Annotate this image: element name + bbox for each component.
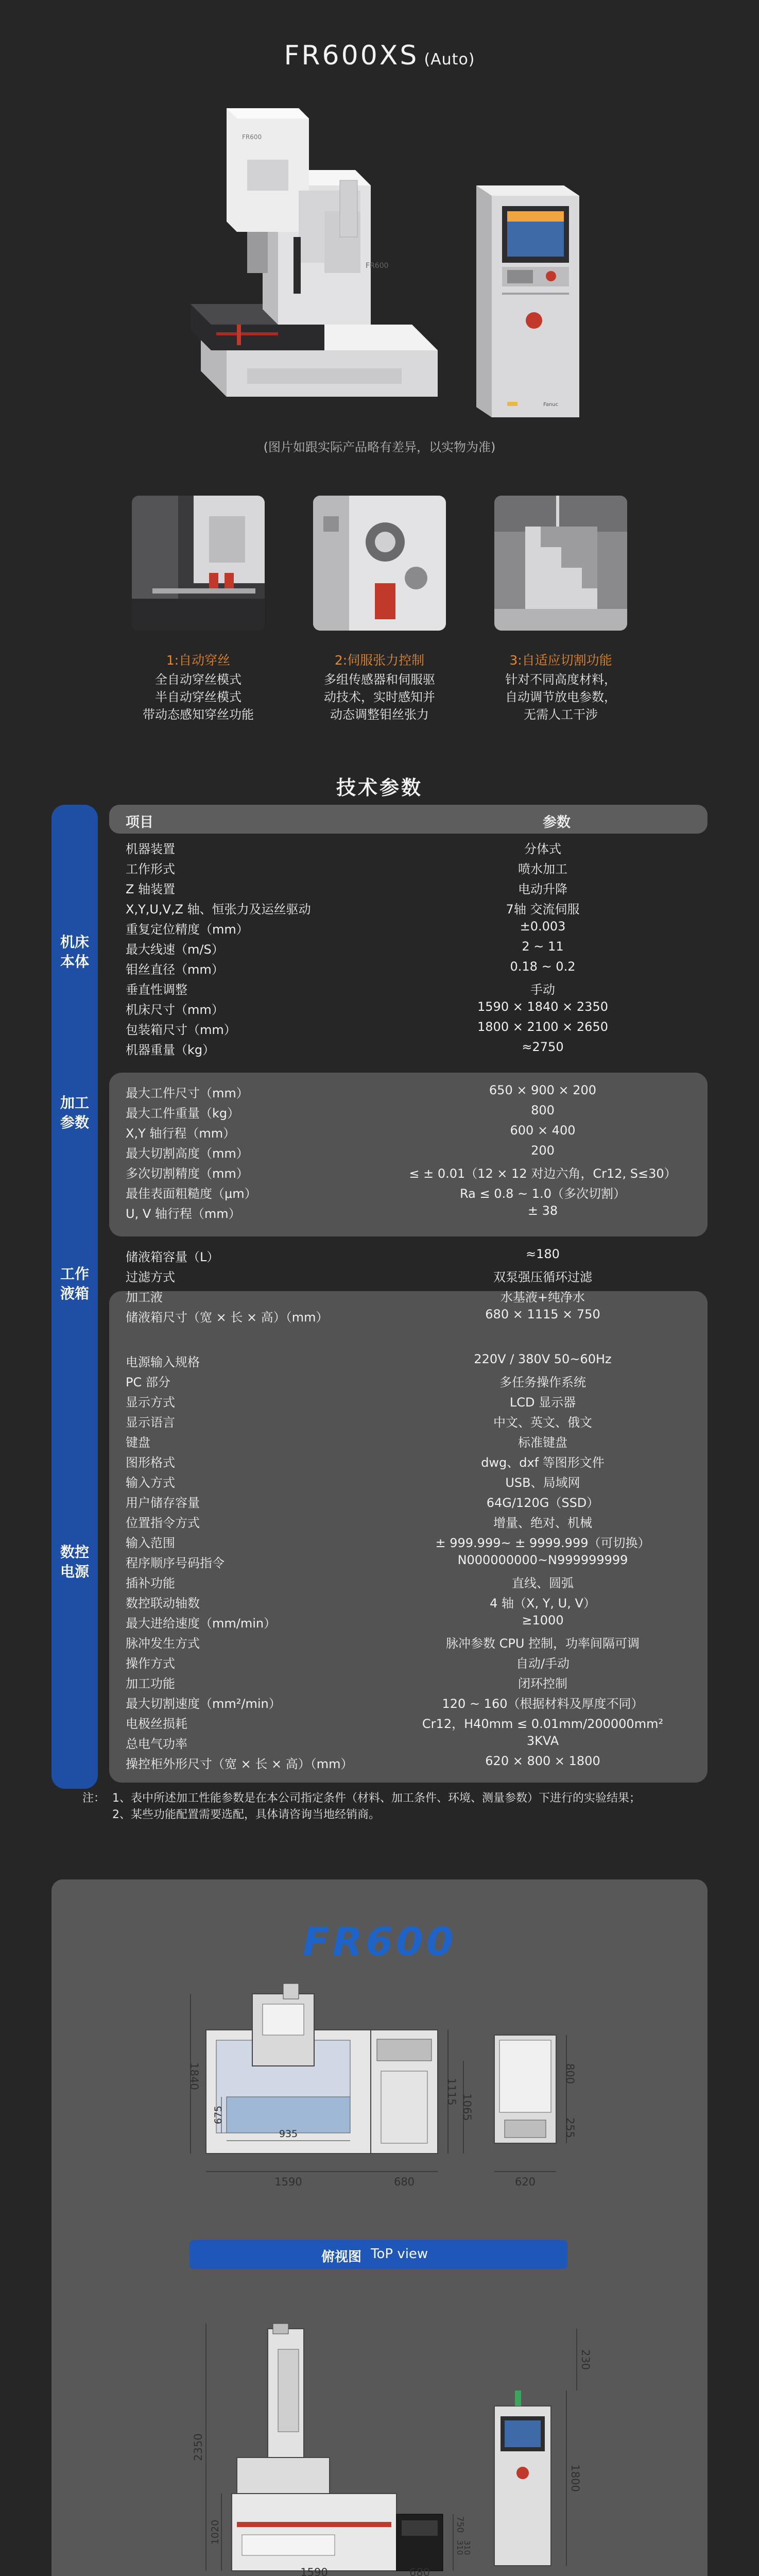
dim-front-tank-w: 680	[409, 2566, 430, 2576]
dim-top-cab-h: 800	[564, 2063, 576, 2084]
row-value: 分体式	[524, 842, 561, 856]
table-row	[126, 976, 702, 997]
row-value: ≥1000	[522, 1613, 564, 1628]
row-item: 储液箱容量（L）	[126, 1250, 219, 1264]
dim-front-lower-h: 1020	[210, 2519, 221, 2545]
feature-desc-1: 全自动穿丝模式 半自动穿丝模式 带动态感知穿丝功能	[143, 672, 254, 722]
row-value: ±0.003	[520, 919, 566, 934]
table-row	[126, 1284, 702, 1304]
row-value: 650 × 900 × 200	[489, 1083, 597, 1097]
machine-top-badge: FR600	[242, 133, 262, 141]
dim-top-tank-w: 680	[393, 2176, 415, 2188]
row-item: 用户储存容量	[126, 1496, 200, 1510]
dim-front-tank-small2: 310	[462, 2540, 472, 2555]
row-item: 插补功能	[126, 1576, 175, 1590]
feature-image-servo-tension	[313, 496, 446, 631]
dim-front-tank-small1: 310	[455, 2540, 464, 2555]
row-value: 0.18 ~ 0.2	[510, 959, 576, 974]
row-item: 最大工件重量（kg）	[126, 1106, 240, 1121]
row-value: 200	[531, 1143, 555, 1158]
row-value: 闭环控制	[518, 1676, 567, 1691]
row-item: 操控柜外形尺寸（宽 × 长 × 高）（mm）	[126, 1757, 353, 1771]
table-row	[126, 876, 702, 896]
row-value: Cr12，H40mm ≤ 0.01mm/200000mm²	[422, 1717, 664, 1731]
table-row	[126, 996, 702, 1017]
front-view-drawing	[175, 2318, 597, 2576]
row-value: 64G/120G（SSD）	[486, 1496, 599, 1510]
table-row	[126, 956, 702, 977]
machine-illustration	[170, 108, 489, 417]
footnote-prefix: 注：	[82, 1792, 106, 1805]
row-value: dwg、dxf 等图形文件	[481, 1455, 605, 1470]
dim-top-inner-w: 935	[279, 2128, 298, 2140]
table-row	[126, 1389, 702, 1410]
table-row	[126, 1710, 702, 1731]
row-value: ± 38	[527, 1204, 558, 1218]
dim-front-cab-total: 1800	[569, 2464, 581, 2492]
row-item: 输入方式	[126, 1476, 175, 1490]
row-item: 数控联动轴数	[126, 1596, 200, 1611]
table-row	[126, 1469, 702, 1490]
row-item: 工作形式	[126, 862, 175, 876]
row-item: 最大线速（m/S）	[126, 942, 224, 957]
table-row	[126, 856, 702, 876]
table-row	[126, 1449, 702, 1470]
control-cabinet-illustration	[476, 175, 579, 417]
row-item: 包装箱尺寸（mm）	[126, 1023, 236, 1037]
model-name: FR600XS	[284, 40, 419, 71]
table-row	[126, 936, 702, 957]
row-value: ≈2750	[522, 1040, 564, 1054]
table-header	[109, 805, 708, 834]
row-item: 电极丝损耗	[126, 1717, 187, 1731]
feature-title-2: 2:伺服张力控制	[334, 653, 425, 668]
row-value: 3KVA	[526, 1734, 559, 1748]
row-item: 操作方式	[126, 1656, 175, 1671]
row-value: 800	[531, 1103, 555, 1117]
row-item: 电源输入规格	[126, 1355, 200, 1369]
table-row	[126, 1140, 702, 1161]
row-value: 4 轴（X, Y, U, V）	[490, 1596, 596, 1611]
feature-image-auto-threading	[132, 496, 265, 631]
row-value: 600 × 400	[510, 1123, 576, 1138]
row-item: 重复定位精度（mm）	[126, 922, 249, 937]
dim-top-inner-h: 675	[213, 2105, 224, 2125]
dim-top-tank-h2: 1065	[461, 2093, 473, 2121]
tech-params-title: 技术参数	[336, 776, 423, 799]
footnote-2: 2、某些功能配置需要选配，具体请咨询当地经销商。	[112, 1808, 380, 1821]
feature-title-1: 1:自动穿丝	[166, 653, 231, 668]
row-item: 最大切割速度（mm²/min）	[126, 1697, 281, 1711]
row-item: 位置指令方式	[126, 1516, 200, 1530]
table-row	[126, 836, 702, 856]
table-row	[126, 1080, 702, 1100]
dim-top-cab-w: 620	[514, 2176, 536, 2188]
row-value: 水基液+纯净水	[500, 1290, 585, 1304]
table-row	[126, 1731, 702, 1751]
row-item: Z 轴装置	[126, 882, 176, 896]
dim-top-tank-h1: 1115	[445, 2078, 458, 2106]
table-row	[126, 1037, 702, 1057]
row-value: ≈180	[526, 1247, 560, 1261]
row-item: 脉冲发生方式	[126, 1636, 200, 1651]
row-value: LCD 显示器	[509, 1395, 576, 1410]
table-row	[126, 1650, 702, 1671]
dim-front-tank-h: 750	[455, 2516, 465, 2533]
header-param: 参数	[543, 815, 571, 831]
row-value: 喷水加工	[518, 862, 567, 876]
row-value: USB、局域网	[505, 1476, 580, 1490]
table-row	[126, 1630, 702, 1651]
table-row	[126, 1429, 702, 1450]
row-item: X,Y,U,V,Z 轴、恒张力及运丝驱动	[126, 902, 311, 917]
feature-desc-2: 多组传感器和伺服驱 动技术，实时感知并 动态调整钼丝张力	[324, 672, 435, 722]
row-item: 机床尺寸（mm）	[126, 1003, 224, 1017]
row-value: 1590 × 1840 × 2350	[477, 999, 608, 1014]
table-row	[126, 1180, 702, 1201]
table-row	[126, 1016, 702, 1037]
table-row	[126, 1100, 702, 1121]
table-row	[126, 916, 702, 937]
row-value: 标准键盘	[518, 1435, 567, 1450]
row-item: 机器重量（kg）	[126, 1043, 215, 1057]
row-item: 总电气功率	[126, 1737, 187, 1751]
row-value: 电动升降	[518, 882, 567, 896]
top-view-drawing	[175, 1973, 597, 2215]
top-view-en: ToP view	[371, 2246, 428, 2262]
table-row	[126, 1530, 702, 1550]
row-item: 加工液	[126, 1290, 163, 1304]
row-value: 620 × 800 × 1800	[485, 1754, 600, 1768]
product-title	[0, 40, 759, 71]
table-row	[126, 1264, 702, 1284]
row-item: 最大进给速度（mm/min）	[126, 1616, 277, 1631]
row-value: 手动	[530, 982, 555, 997]
row-item: X,Y 轴行程（mm）	[126, 1126, 236, 1141]
top-view-cn: 俯视图	[321, 2249, 362, 2265]
row-value: Ra ≤ 0.8 ~ 1.0（多次切割）	[460, 1187, 626, 1201]
table-row	[126, 1349, 702, 1369]
row-item: 垂直性调整	[126, 982, 187, 997]
feature-desc-3: 针对不同高度材料， 自动调节放电参数， 无需人工干涉	[505, 672, 616, 722]
dim-top-cab-small: 255	[564, 2117, 576, 2139]
table-row	[126, 1510, 702, 1530]
table-row	[126, 1369, 702, 1389]
row-value: 增量、绝对、机械	[493, 1516, 592, 1530]
feature-image-adaptive-cutting	[494, 496, 627, 631]
row-item: 加工功能	[126, 1676, 175, 1691]
row-item: 储液箱尺寸（宽 × 长 × 高）（mm）	[126, 1310, 329, 1325]
row-value: 脉冲参数 CPU 控制，功率间隔可调	[445, 1636, 640, 1651]
row-value: 双泵强压循环过滤	[493, 1270, 592, 1284]
header-item: 项目	[126, 815, 153, 831]
section-label-machine: 机床 本体	[60, 934, 89, 970]
row-item: 显示语言	[126, 1415, 175, 1430]
feature-title-3: 3:自适应切割功能	[509, 653, 612, 668]
row-value: 120 ~ 160（根据材料及厚度不同）	[442, 1697, 644, 1711]
table-row	[126, 1670, 702, 1691]
table-row	[126, 1120, 702, 1141]
row-item: 显示方式	[126, 1395, 175, 1410]
table-row	[126, 1489, 702, 1510]
dim-top-height: 1840	[188, 2062, 200, 2090]
table-row	[126, 1160, 702, 1181]
row-value: 直线、圆弧	[512, 1576, 574, 1590]
row-item: 键盘	[126, 1435, 150, 1450]
section-label-tank: 工作 液箱	[60, 1265, 89, 1302]
table-row	[126, 1590, 702, 1611]
row-item: 图形格式	[126, 1455, 175, 1470]
section-label-processing: 加工 参数	[60, 1094, 89, 1131]
dim-front-base-w: 1590	[300, 2566, 328, 2576]
row-item: 机器装置	[126, 842, 175, 856]
row-value: 7轴 交流伺服	[506, 902, 580, 917]
row-value: 自动/手动	[515, 1656, 570, 1671]
cabinet-brand-label: Fanuc	[543, 402, 559, 408]
footnotes	[82, 1790, 716, 1823]
row-value: 2 ~ 11	[522, 939, 564, 954]
table-row	[126, 1409, 702, 1430]
row-item: 程序顺序号码指令	[126, 1556, 225, 1570]
row-item: 钼丝直径（mm）	[126, 962, 224, 977]
table-row	[126, 1550, 702, 1570]
table-row	[126, 1244, 702, 1264]
row-value: ± 999.999~ ± 9999.999（可切换）	[435, 1536, 650, 1550]
row-value: 680 × 1115 × 750	[485, 1307, 600, 1321]
table-row	[126, 1610, 702, 1631]
table-row	[126, 896, 702, 917]
row-item: 最大工件尺寸（mm）	[126, 1086, 249, 1100]
row-value: 多任务操作系统	[499, 1375, 586, 1389]
dim-front-cab-top: 230	[579, 2349, 592, 2370]
row-item: 最佳表面粗糙度（μm）	[126, 1187, 257, 1201]
row-item: 多次切割精度（mm）	[126, 1166, 249, 1181]
table-row	[126, 1751, 702, 1771]
table-row	[126, 1570, 702, 1590]
top-view-bar	[189, 2240, 567, 2269]
row-value: 1800 × 2100 × 2650	[477, 1020, 608, 1034]
table-row	[126, 1304, 702, 1325]
dimension-title: FR600	[302, 1919, 457, 1964]
row-value: 中文、英文、俄文	[493, 1415, 592, 1430]
row-item: 最大切割高度（mm）	[126, 1146, 249, 1161]
table-row	[126, 1200, 702, 1221]
row-value: N000000000~N999999999	[457, 1553, 628, 1567]
model-suffix: (Auto)	[424, 50, 475, 69]
row-item: 过滤方式	[126, 1270, 175, 1284]
row-item: U, V 轴行程（mm）	[126, 1207, 241, 1221]
image-disclaimer: (图片如跟实际产品略有差异，以实物为准)	[263, 440, 496, 454]
dim-front-height: 2350	[192, 2433, 204, 2461]
dim-top-base-w: 1590	[274, 2176, 302, 2188]
row-item: PC 部分	[126, 1375, 170, 1389]
row-value: 220V / 380V 50~60Hz	[474, 1352, 612, 1366]
table-row	[126, 1690, 702, 1711]
row-item: 输入范围	[126, 1536, 175, 1550]
section-label-cnc: 数控 电源	[60, 1544, 89, 1580]
row-value: ≤ ± 0.01（12 × 12 对边六角，Cr12, S≤30）	[409, 1166, 677, 1181]
footnote-1: 1、表中所述加工性能参数是在本公司指定条件（材料、加工条件、环境、测量参数）下进行的实验结果；	[112, 1792, 641, 1805]
machine-brand-label: FR600	[366, 262, 389, 270]
